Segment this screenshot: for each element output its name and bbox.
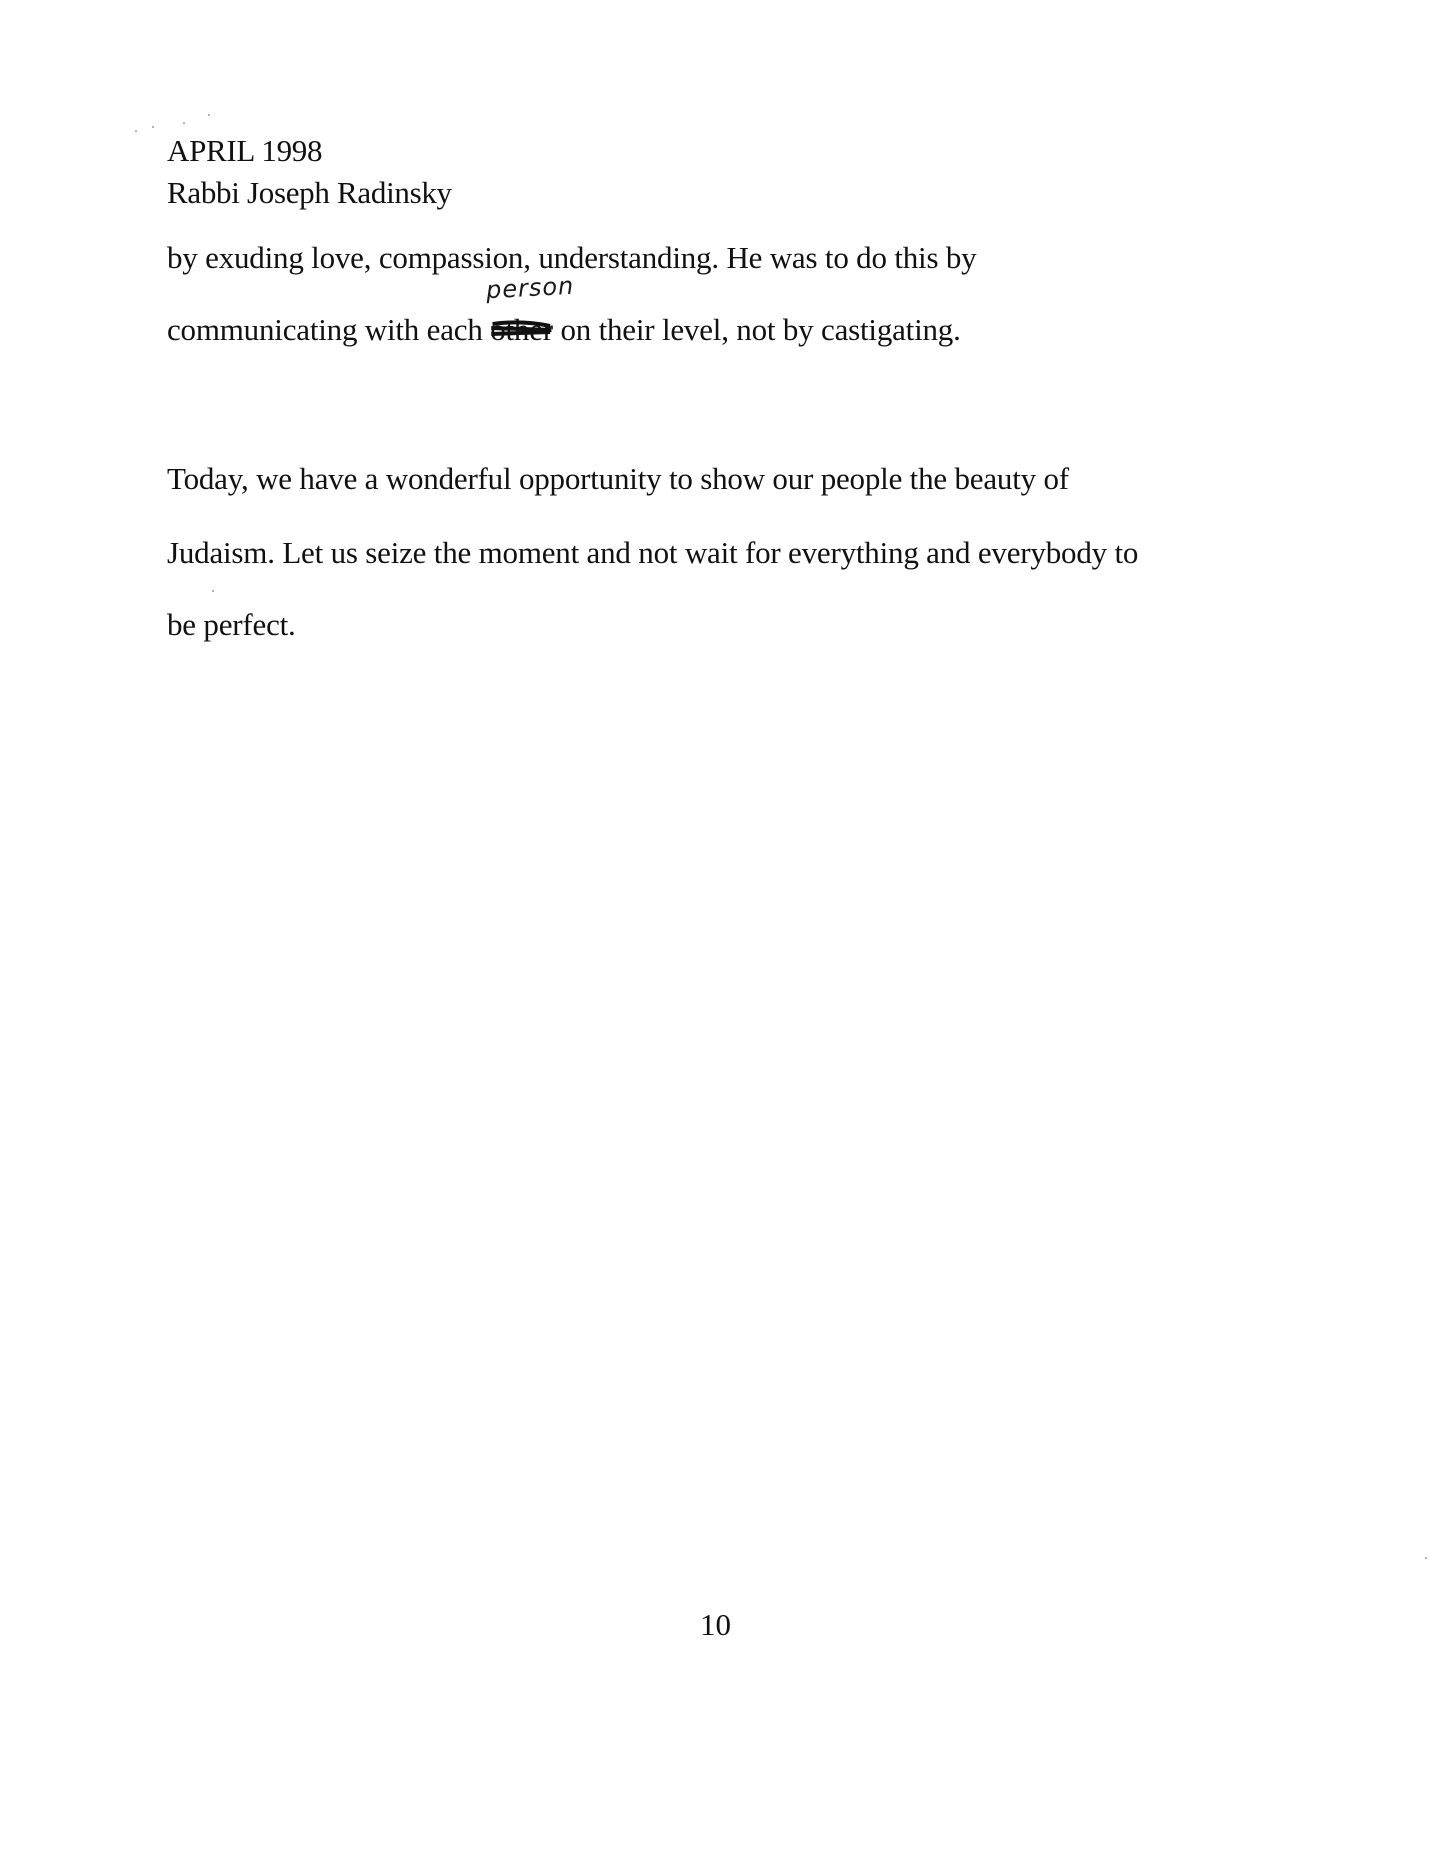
document-header bbox=[167, 130, 452, 214]
body-line-4: Judaism. Let us seize the moment and not wait for everything and everybody to bbox=[167, 535, 1139, 570]
body-line-1: by exuding love, compassion, understanding. He was to do this by bbox=[167, 240, 977, 275]
body-line-2-end: on their level, not by castigating. bbox=[552, 312, 961, 347]
scan-speck bbox=[212, 590, 214, 592]
body-line-5: be perfect. bbox=[167, 607, 296, 642]
header-date: APRIL 1998 bbox=[167, 133, 323, 168]
scan-speck bbox=[135, 130, 137, 132]
scan-speck bbox=[152, 126, 154, 128]
struck-word: other bbox=[490, 312, 553, 347]
page-number: 10 bbox=[700, 1607, 731, 1642]
scan-speck bbox=[208, 114, 210, 116]
body-line-3: Today, we have a wonderful opportunity to show our people the beauty of bbox=[167, 461, 1069, 496]
correction bbox=[485, 271, 576, 350]
body-line-2 bbox=[167, 271, 961, 350]
handwritten-insertion: person bbox=[485, 271, 576, 305]
scan-speck bbox=[183, 122, 185, 124]
body-line-2-start: communicating with each bbox=[167, 312, 491, 347]
header-author: Rabbi Joseph Radinsky bbox=[167, 175, 452, 210]
scan-speck bbox=[1425, 1557, 1427, 1559]
